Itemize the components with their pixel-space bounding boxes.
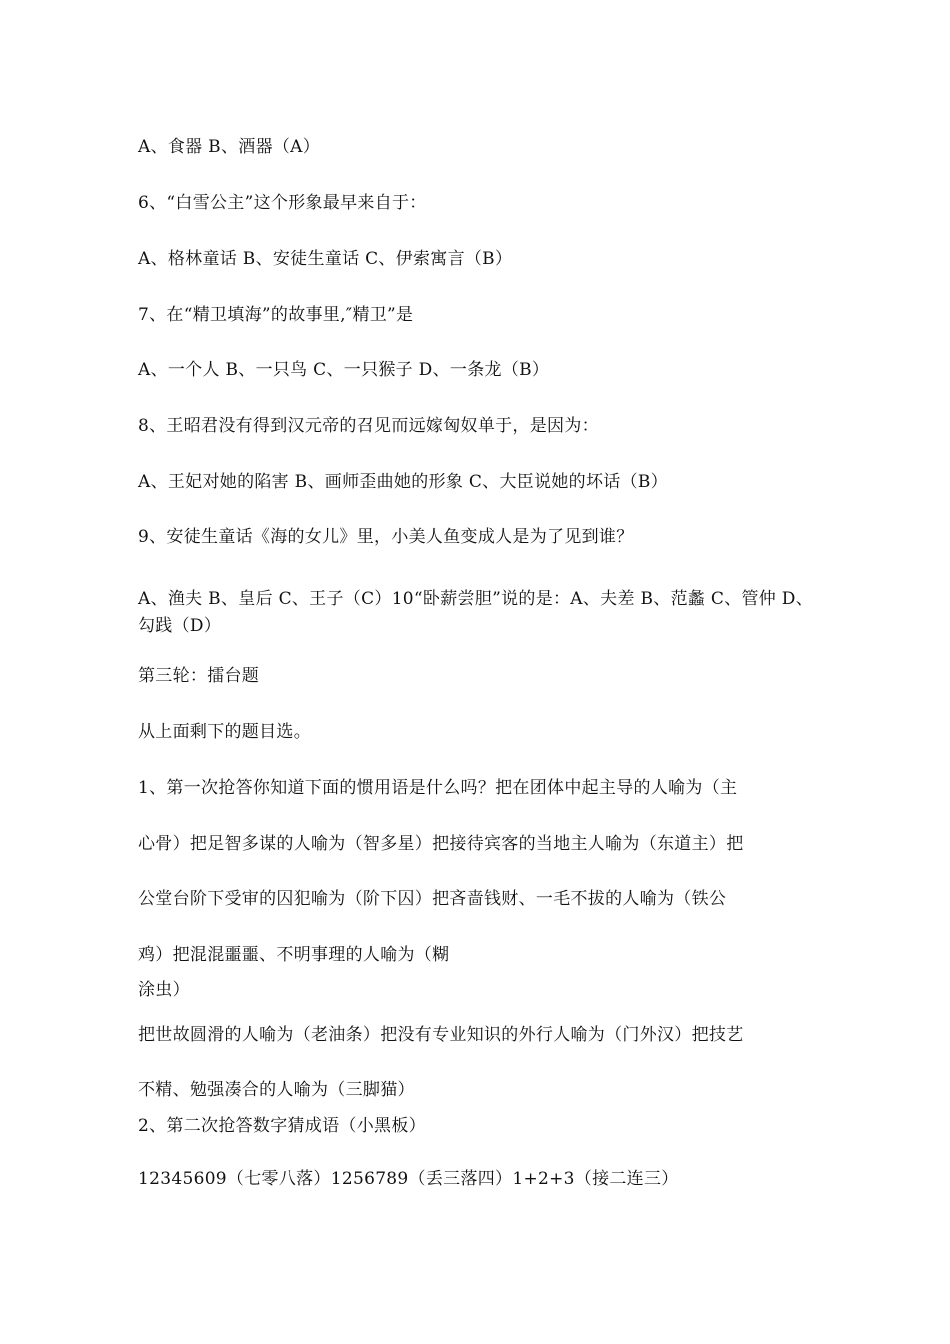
answer-line-9-question-10: A、渔夫 B、皇后 C、王子（C）10“卧薪尝胆”说的是：A、夫差 B、范蠡 C、管仲 D、	[138, 589, 814, 609]
question-9: 9、安徒生童话《海的女儿》里，小美人鱼变成人是为了见到谁？	[138, 527, 634, 547]
answer-line-5: A、食器 B、酒器（A）	[138, 137, 321, 157]
paragraph-line-2: 心骨）把足智多谋的人喻为（智多星）把接待宾客的当地主人喻为（东道主）把	[138, 834, 744, 854]
section-heading-round-3: 第三轮：擂台题	[138, 666, 260, 686]
paragraph-line-7: 不精、勉强凑合的人喻为（三脚猫）	[138, 1080, 415, 1100]
section-intro: 从上面剩下的题目选。	[138, 722, 311, 742]
question-round-3-2: 2、第二次抢答数字猜成语（小黑板）	[138, 1116, 426, 1136]
answer-line-round-3-2: 12345609（七零八落）1256789（丢三落四）1+2+3（接二连三）	[138, 1169, 679, 1189]
answer-line-7: A、一个人 B、一只鸟 C、一只猴子 D、一条龙（B）	[138, 360, 550, 380]
paragraph-line-1: 1、第一次抢答你知道下面的惯用语是什么吗？把在团体中起主导的人喻为（主	[138, 778, 738, 798]
paragraph-line-4: 鸡）把混混噩噩、不明事理的人喻为（糊	[138, 945, 450, 965]
question-6: 6、“白雪公主”这个形象最早来自于：	[138, 193, 427, 213]
answer-line-6: A、格林童话 B、安徒生童话 C、伊索寓言（B）	[138, 249, 513, 269]
paragraph-line-6: 把世故圆滑的人喻为（老油条）把没有专业知识的外行人喻为（门外汉）把技艺	[138, 1025, 744, 1045]
question-8: 8、王昭君没有得到汉元帝的召见而远嫁匈奴单于，是因为：	[138, 416, 599, 436]
question-7: 7、在“精卫填海”的故事里,″精卫”是	[138, 305, 414, 325]
answer-line-8: A、王妃对她的陷害 B、画师歪曲她的形象 C、大臣说她的坏话（B）	[138, 472, 668, 492]
answer-line-10: 勾践（D）	[138, 616, 222, 636]
paragraph-line-5: 涂虫）	[138, 980, 190, 1000]
paragraph-line-3: 公堂台阶下受审的囚犯喻为（阶下囚）把吝啬钱财、一毛不拔的人喻为（铁公	[138, 889, 727, 909]
